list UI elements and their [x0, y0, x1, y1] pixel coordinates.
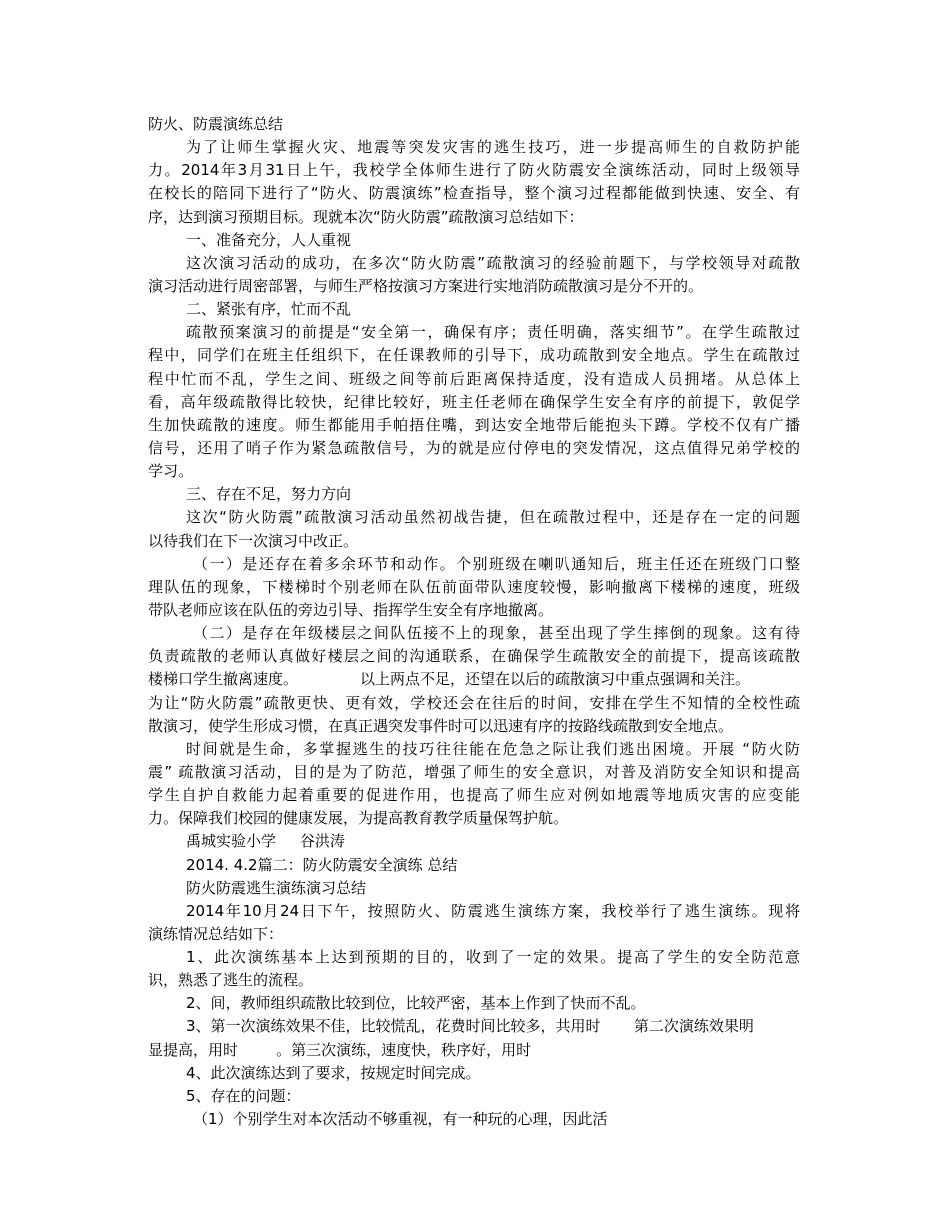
paragraph-line: 力。2014年3月31日上午，我校学全体师生进行了防火防震安全演练活动，同时上级领导 [148, 161, 800, 180]
paragraph-line: 楼梯口学生撤离速度。 以上两点不足，还望在以后的疏散演习中重点强调和关注。 [148, 670, 750, 689]
section-heading: 三、存在不足，努力方向 [186, 485, 352, 504]
paragraph-line: 2014年10月24日下午，按照防火、防震逃生演练方案，我校举行了逃生演练。现将 [186, 901, 800, 920]
paragraph-line: 理队伍的现象，下楼梯时个别老师在队伍前面带队速度较慢，影响撤离下楼梯的速度，班级 [148, 577, 800, 596]
paragraph-line: 2、间，教师组织疏散比较到位，比较严密，基本上作到了快而不乱。 [186, 994, 646, 1013]
paragraph-line: 以待我们在下一次演习中改正。 [148, 531, 359, 550]
paragraph-line: 在校长的陪同下进行了“防火、防震演练”检查指导，整个演习过程都能做到快速、安全、有 [148, 184, 800, 203]
paragraph-line: 震” 疏散演习活动，目的是为了防范，增强了师生的安全意识，对普及消防安全知识和提高 [148, 762, 800, 781]
paragraph-line: 序，达到演习预期目标。现就本次“防火防震”疏散演习总结如下： [148, 207, 584, 226]
paragraph-line: 这次“防火防震”疏散演习活动虽然初战告捷，但在疏散过程中，还是存在一定的问题 [186, 508, 800, 527]
paragraph-line: 程中，同学们在班主任组织下，在任课教师的引导下，成功疏散到安全地点。学生在疏散过 [148, 346, 800, 365]
paragraph-line: 识，熟悉了逃生的流程。 [148, 971, 314, 990]
date-line: 2014. 4.2篇二：防火防震安全演练 总结 [186, 855, 458, 874]
paragraph-line: 看，高年级疏散得比较快，纪律比较好，班主任老师在确保学生安全有序的前提下，敦促学 [148, 392, 800, 411]
paragraph-line: 学生自护自救能力起着重要的促进作用，也提高了师生应对例如地震等地质灾害的应变能 [148, 786, 800, 805]
paragraph-line: 负责疏散的老师认真做好楼层之间的沟通联系，在确保学生疏散安全的前提下，提高该疏散 [148, 647, 800, 666]
paragraph-line: （二）是存在年级楼层之间队伍接不上的现象，甚至出现了学生摔倒的现象。这有待 [193, 624, 800, 643]
document-title: 防火、防震演练总结 [148, 115, 284, 133]
paragraph-line: 生加快疏散的速度。师生都能用手帕捂住嘴，到达安全地带后能抱头下蹲。学校不仅有广播 [148, 415, 800, 434]
paragraph-line: （一）是还存在着多余环节和动作。个别班级在喇叭通知后，班主任还在班级门口整 [193, 554, 800, 573]
paragraph-line: 为了让师生掌握火灾、地震等突发灾害的逃生技巧，进一步提高师生的自救防护能 [186, 138, 800, 157]
paragraph-line: 学习。 [148, 462, 194, 481]
paragraph-line: 程中忙而不乱，学生之间、班级之间等前后距离保持适度，没有造成人员拥堵。从总体上 [148, 369, 800, 388]
section-title: 防火防震逃生演练演习总结 [186, 878, 367, 897]
paragraph-line: 时间就是生命，多掌握逃生的技巧往往能在危急之际让我们逃出困境。开展 “防火防 [186, 739, 800, 758]
paragraph-line: 3、第一次演练效果不佳，比较慌乱，花费时间比较多，共用时 第二次演练效果明 [186, 1017, 754, 1036]
paragraph-line: 散演习，使学生形成习惯，在真正遇突发事件时可以迅速有序的按路线疏散到安全地点。 [148, 716, 734, 735]
paragraph-line: 信号，还用了哨子作为紧急疏散信号，为的就是应付停电的突发情况，这点值得兄弟学校的 [148, 438, 800, 457]
paragraph-line: 演习活动进行周密部署，与师生严格按演习方案进行实地消防疏散演习是分不开的。 [148, 276, 704, 295]
section-heading: 二、紧张有序，忙而不乱 [186, 300, 352, 319]
paragraph-line: （1）个别学生对本次活动不够重视，有一种玩的心理，因此活 [193, 1110, 608, 1129]
paragraph-line: 演练情况总结如下： [148, 924, 284, 943]
paragraph-line: 这次演习活动的成功，在多次“防火防震”疏散演习的经验前题下，与学校领导对疏散 [186, 253, 800, 272]
paragraph-line: 疏散预案演习的前提是“安全第一，确保有序；责任明确，落实细节”。在学生疏散过 [186, 323, 800, 342]
paragraph-line: 4、此次演练达到了要求，按规定时间完成。 [186, 1063, 481, 1082]
paragraph-line: 为让“防火防震”疏散更快、更有效，学校还会在往后的时间，安排在学生不知情的全校性疏 [148, 693, 800, 712]
section-heading: 一、准备充分，人人重视 [186, 230, 352, 249]
paragraph-line: 1、此次演练基本上达到预期的目的，收到了一定的效果。提高了学生的安全防范意 [186, 948, 800, 967]
paragraph-line: 显提高，用时 。第三次演练，速度快，秩序好，用时 [148, 1040, 532, 1059]
signature-line: 禹城实验小学 谷洪涛 [186, 832, 345, 851]
paragraph-line: 力。保障我们校园的健康发展，为提高教育教学质量保驾护航。 [148, 809, 569, 828]
paragraph-line: 带队老师应该在队伍的旁边引导、指挥学生安全有序地撤离。 [148, 600, 554, 619]
paragraph-line: 5、存在的问题： [186, 1086, 301, 1105]
